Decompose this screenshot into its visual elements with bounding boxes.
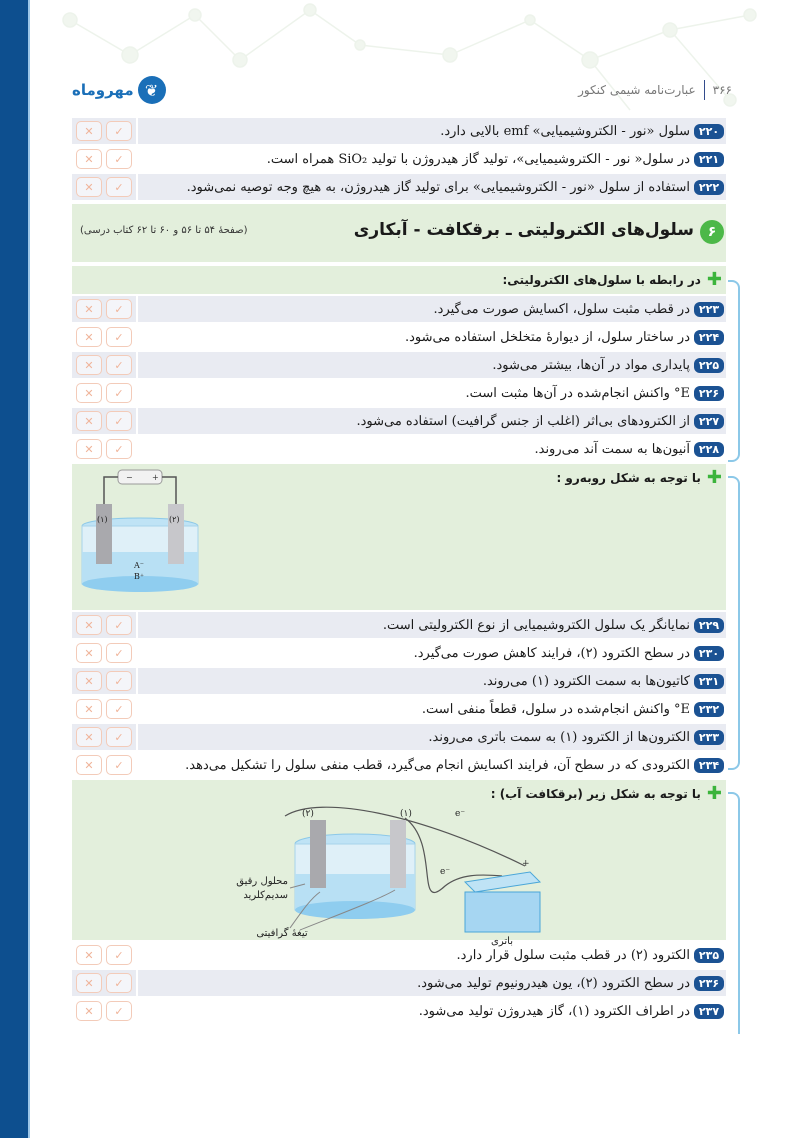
right-mark-box[interactable]: ✓	[106, 299, 132, 319]
brand-logo	[72, 76, 166, 104]
battery-minus-label: −	[126, 473, 133, 482]
wrong-mark-box[interactable]: ✕	[76, 727, 102, 747]
statement-number: ۲۳۱	[694, 674, 724, 689]
statement-text: نمایانگر یک سلول الکتروشیمیایی از نوع الکترولیتی است.	[382, 617, 690, 633]
right-mark-box[interactable]: ✓	[106, 355, 132, 375]
electron-label-bottom: e⁻	[440, 867, 451, 877]
statement-number: ۲۲۳	[694, 302, 724, 317]
textbook-reference: (صفحهٔ ۵۴ تا ۵۶ و ۶۰ تا ۶۲ کتاب درسی)	[80, 225, 248, 236]
statement-number: ۲۲۴	[694, 330, 724, 345]
wrong-mark-box[interactable]: ✕	[76, 755, 102, 775]
statement-text: E° واکنش انجام‌شده در سلول، قطعاً منفی است.	[421, 701, 690, 717]
statement-text: E° واکنش انجام‌شده در آن‌ها مثبت است.	[465, 385, 690, 401]
water-electrolysis-figure	[236, 804, 560, 947]
statement-row	[72, 696, 726, 722]
right-mark-box[interactable]: ✓	[106, 615, 132, 635]
battery-plus-label: +	[152, 473, 159, 482]
right-mark-box[interactable]: ✓	[106, 149, 132, 169]
statement-number: ۲۲۱	[694, 152, 724, 167]
wrong-mark-box[interactable]: ✕	[76, 615, 102, 635]
statement-row	[72, 118, 726, 144]
graphite-label: تیغهٔ گرافیتی	[256, 928, 308, 939]
battery-plus-label: +	[522, 859, 530, 869]
statement-text: پایداری مواد در آن‌ها، بیشتر می‌شود.	[492, 357, 690, 373]
figure-panel	[72, 464, 726, 610]
statement-number: ۲۲۲	[694, 180, 724, 195]
wrong-mark-box[interactable]: ✕	[76, 671, 102, 691]
group-bracket	[728, 280, 740, 462]
page-number: ۳۶۶	[712, 83, 732, 97]
statement-row	[72, 612, 726, 638]
plus-icon: ✚	[706, 467, 722, 488]
question-group-3	[72, 780, 726, 1024]
electrode-2	[310, 820, 326, 888]
battery-label: باتری	[491, 936, 513, 947]
electrode-1-label: (۱)	[400, 809, 412, 819]
statement-row	[72, 352, 726, 378]
right-mark-box[interactable]: ✓	[106, 643, 132, 663]
wrong-mark-box[interactable]: ✕	[76, 383, 102, 403]
statement-row	[72, 998, 726, 1024]
statement-number: ۲۳۴	[694, 758, 724, 773]
statement-number: ۲۳۲	[694, 702, 724, 717]
right-mark-box[interactable]: ✓	[106, 411, 132, 431]
statement-text: سلول «نور - الکتروشیمیایی» emf بالایی دارد.	[440, 123, 690, 139]
statement-number: ۲۲۹	[694, 618, 724, 633]
group-heading-text: با توجه به شکل زیر (برقکافت آب) :	[490, 787, 701, 801]
statement-text: در سطح الکترود (۲)، یون هیدرونیوم تولید می‌شود.	[417, 975, 690, 991]
wrong-mark-box[interactable]: ✕	[76, 299, 102, 319]
statement-text: آنیون‌ها به سمت آند می‌روند.	[534, 441, 690, 457]
right-mark-box[interactable]: ✓	[106, 973, 132, 993]
statement-row	[72, 970, 726, 996]
statement-row	[72, 174, 726, 200]
question-group-2	[72, 464, 726, 778]
book-title: عبارت‌نامه شیمی کنکور	[578, 83, 696, 97]
wrong-mark-box[interactable]: ✕	[76, 149, 102, 169]
page-side-bar	[0, 0, 28, 1138]
right-mark-box[interactable]: ✓	[106, 121, 132, 141]
statement-number: ۲۳۳	[694, 730, 724, 745]
wrong-mark-box[interactable]: ✕	[76, 177, 102, 197]
statement-row	[72, 380, 726, 406]
wrong-mark-box[interactable]: ✕	[76, 327, 102, 347]
wrong-mark-box[interactable]: ✕	[76, 121, 102, 141]
statement-row	[72, 296, 726, 322]
question-group-1	[72, 266, 726, 462]
right-mark-box[interactable]: ✓	[106, 383, 132, 403]
section-number-badge: ۶	[700, 220, 724, 244]
plus-icon: ✚	[706, 783, 722, 804]
exercise-content	[72, 118, 726, 1026]
butterfly-icon: ❦	[138, 76, 166, 104]
right-mark-box[interactable]: ✓	[106, 945, 132, 965]
statement-text: در سلول« نور - الکتروشیمیایی»، تولید گاز هیدروژن با تولید SiO₂ همراه است.	[266, 151, 690, 167]
electrode-1-label: (۱)	[97, 515, 108, 524]
statement-text: در سطح الکترود (۲)، فرایند کاهش صورت می‌گیرد.	[413, 645, 690, 661]
brand-name: مهروماه	[72, 81, 134, 99]
statement-number: ۲۳۶	[694, 976, 724, 991]
statement-text: در ساختار سلول، از دیوارهٔ متخلخل استفاده می‌شود.	[404, 329, 690, 345]
wrong-mark-box[interactable]: ✕	[76, 355, 102, 375]
statement-text: از الکترودهای بی‌اثر (اغلب از جنس گرافیت) استفاده می‌شود.	[356, 413, 690, 429]
group-bracket	[728, 792, 740, 1034]
statement-text: الکترون‌ها از الکترود (۱) به سمت باتری می‌روند.	[428, 729, 690, 745]
statement-text: استفاده از سلول «نور - الکتروشیمیایی» برای تولید گاز هیدروژن، به هیچ وجه توصیه نمی‌شود.	[186, 179, 690, 195]
group-heading-text: با توجه به شکل روبه‌رو :	[556, 471, 701, 485]
statement-text: در اطراف الکترود (۱)، گاز هیدروژن تولید می‌شود.	[418, 1003, 690, 1019]
electrode-1	[96, 504, 112, 564]
statement-row	[72, 752, 726, 778]
left-wire	[104, 477, 118, 504]
statement-row	[72, 942, 726, 968]
electrode-2	[168, 504, 184, 564]
group-heading-text: در رابطه با سلول‌های الکترولیتی:	[502, 273, 701, 287]
statement-text: الکترود (۲) در قطب مثبت سلول قرار دارد.	[456, 947, 690, 963]
statement-number: ۲۲۷	[694, 414, 724, 429]
statement-row	[72, 724, 726, 750]
statement-number: ۲۳۵	[694, 948, 724, 963]
right-mark-box[interactable]: ✓	[106, 1001, 132, 1021]
wrong-mark-box[interactable]: ✕	[76, 411, 102, 431]
statement-number: ۲۲۰	[694, 124, 724, 139]
battery-shape	[465, 872, 540, 932]
statement-number: ۲۲۵	[694, 358, 724, 373]
statement-row	[72, 668, 726, 694]
statement-text: کاتیون‌ها به سمت الکترود (۱) می‌روند.	[482, 673, 690, 689]
wrong-mark-box[interactable]: ✕	[76, 643, 102, 663]
statement-row	[72, 408, 726, 434]
figure-panel	[72, 780, 726, 947]
plus-icon: ✚	[706, 269, 722, 290]
statement-number: ۲۳۷	[694, 1004, 724, 1019]
top-rows	[72, 118, 726, 200]
statement-row	[72, 146, 726, 172]
electrolytic-cell-figure	[76, 468, 206, 598]
header-divider	[704, 80, 705, 100]
wrong-mark-box[interactable]: ✕	[76, 973, 102, 993]
wrong-mark-box[interactable]: ✕	[76, 1001, 102, 1021]
right-mark-box[interactable]: ✓	[106, 177, 132, 197]
statement-row	[72, 324, 726, 350]
wrong-mark-box[interactable]: ✕	[76, 945, 102, 965]
right-mark-box[interactable]: ✓	[106, 439, 132, 459]
group-bracket	[728, 476, 740, 770]
statement-text: الکترودی که در سطح آن، فرایند اکسایش انجام می‌گیرد، قطب منفی سلول را تشکیل می‌دهد.	[185, 757, 690, 773]
statement-number: ۲۳۰	[694, 646, 724, 661]
right-mark-box[interactable]: ✓	[106, 699, 132, 719]
right-mark-box[interactable]: ✓	[106, 671, 132, 691]
statement-number: ۲۲۸	[694, 442, 724, 457]
group-heading	[72, 266, 726, 294]
wrong-mark-box[interactable]: ✕	[76, 699, 102, 719]
wrong-mark-box[interactable]: ✕	[76, 439, 102, 459]
section-title: سلول‌های الکترولیتی ـ برقکافت - آبکاری	[353, 220, 694, 240]
side-bar-edge	[28, 0, 30, 1138]
anion-label: A⁻	[134, 561, 144, 570]
right-mark-box[interactable]: ✓	[106, 727, 132, 747]
solution-label-line1: محلول رقیق	[236, 876, 288, 887]
page-header	[72, 76, 732, 110]
right-wire	[162, 477, 176, 504]
electrode-1	[390, 820, 406, 888]
right-mark-box[interactable]: ✓	[106, 755, 132, 775]
statement-text: در قطب مثبت سلول، اکسایش صورت می‌گیرد.	[433, 301, 690, 317]
cation-label: B⁺	[134, 572, 145, 581]
section-header	[72, 204, 726, 262]
electron-label-top: e⁻	[455, 809, 466, 819]
statement-number: ۲۲۶	[694, 386, 724, 401]
electrode-2-label: (۲)	[302, 809, 314, 819]
right-mark-box[interactable]: ✓	[106, 327, 132, 347]
solution-label-line2: سدیم‌کلرید	[243, 890, 288, 901]
statement-row	[72, 436, 726, 462]
electrode-2-label: (۲)	[169, 515, 180, 524]
statement-row	[72, 640, 726, 666]
